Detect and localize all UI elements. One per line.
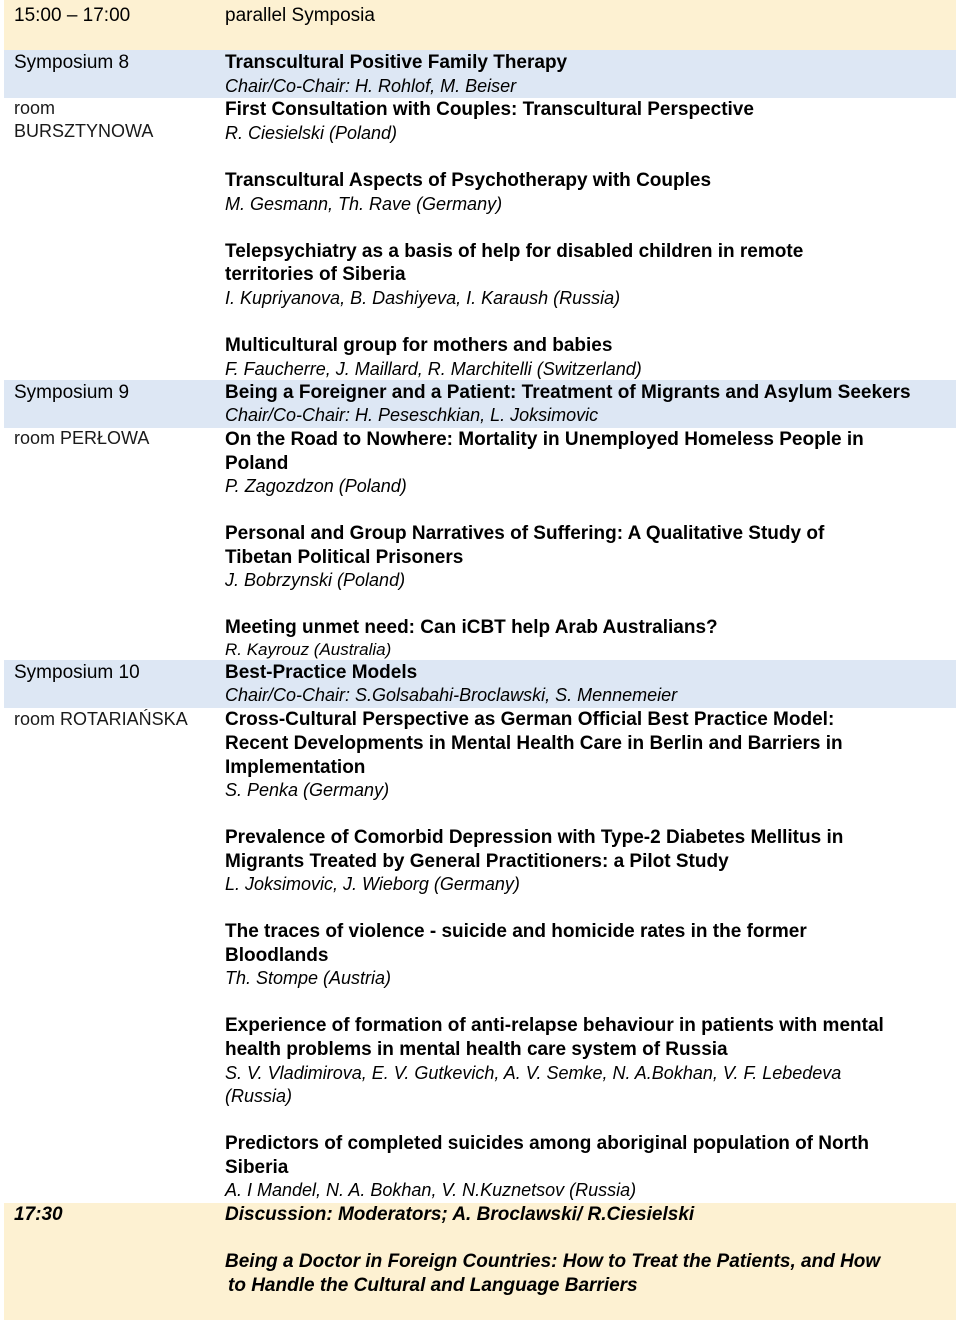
closing-lecture-title: to Handle the Cultural and Language Barriers	[228, 1275, 638, 1296]
talk-title: Telepsychiatry as a basis of help for disabled children in remote	[225, 241, 804, 262]
header-band	[4, 0, 956, 50]
closing-discussion: Discussion: Moderators; A. Broclawski/ R.Ciesielski	[225, 1204, 695, 1225]
symposium8-title: Transcultural Positive Family Therapy	[225, 52, 568, 73]
symposium8-room-line1: room	[14, 98, 56, 118]
talk-title: health problems in mental health care system of Russia	[225, 1039, 728, 1060]
talk-authors: S. V. Vladimirova, E. V. Gutkevich, A. V. Semke, N. A.Bokhan, V. F. Lebedeva	[225, 1063, 842, 1083]
symposium9-label: Symposium 9	[14, 382, 130, 403]
talk-title: Bloodlands	[225, 945, 329, 966]
symposium9-title: Being a Foreigner and a Patient: Treatment of Migrants and Asylum Seekers	[225, 382, 911, 403]
talk-authors: A. I Mandel, N. A. Bokhan, V. N.Kuznetsov (Russia)	[225, 1180, 637, 1200]
symposium9-chair: Chair/Co-Chair: H. Peseschkian, L. Joksimovic	[225, 405, 599, 425]
talk-authors: J. Bobrzynski (Poland)	[225, 570, 406, 590]
talk-authors: I. Kupriyanova, B. Dashiyeva, I. Karaush (Russia)	[225, 288, 621, 308]
talk-title: Migrants Treated by General Practitioners: a Pilot Study	[225, 851, 729, 872]
header-time: 15:00 – 17:00	[14, 5, 131, 26]
talk-title: Transcultural Aspects of Psychotherapy with Couples	[225, 170, 712, 191]
talk-authors: P. Zagozdzon (Poland)	[225, 476, 407, 496]
symposium9-room: room PERŁOWA	[14, 428, 150, 448]
symposium10-room: room ROTARIAŃSKA	[14, 709, 188, 729]
talk-title: Meeting unmet need: Can iCBT help Arab Australians?	[225, 617, 718, 638]
talk-title: Experience of formation of anti-relapse behaviour in patients with mental	[225, 1015, 884, 1036]
talk-title: Predictors of completed suicides among aboriginal population of North	[225, 1133, 869, 1154]
symposium10-title: Best-Practice Models	[225, 662, 418, 683]
talk-title: Multicultural group for mothers and babies	[225, 335, 613, 356]
talk-title: On the Road to Nowhere: Mortality in Unemployed Homeless People in	[225, 429, 864, 450]
talk-authors: R. Ciesielski (Poland)	[225, 123, 398, 143]
talk-title: Personal and Group Narratives of Suffering: A Qualitative Study of	[225, 523, 825, 544]
talk-title: Poland	[225, 453, 289, 474]
symposium8-chair: Chair/Co-Chair: H. Rohlof, M. Beiser	[225, 76, 517, 96]
talk-title: First Consultation with Couples: Transcultural Perspective	[225, 99, 754, 120]
talk-authors: F. Faucherre, J. Maillard, R. Marchitelli (Switzerland)	[225, 359, 642, 379]
talk-title: territories of Siberia	[225, 264, 406, 285]
talk-authors: M. Gesmann, Th. Rave (Germany)	[225, 194, 503, 214]
talk-title: Recent Developments in Mental Health Care in Berlin and Barriers in	[225, 733, 843, 754]
talk-authors: (Russia)	[225, 1086, 293, 1106]
symposium8-label: Symposium 8	[14, 52, 130, 73]
talk-title: Siberia	[225, 1157, 289, 1178]
talk-title: Implementation	[225, 757, 366, 778]
talk-authors: R. Kayrouz (Australia)	[225, 640, 392, 659]
closing-time: 17:30	[14, 1204, 63, 1225]
header-title: parallel Symposia	[225, 5, 375, 26]
talk-title: Cross-Cultural Perspective as German Official Best Practice Model:	[225, 709, 835, 730]
talk-authors: L. Joksimovic, J. Wieborg (Germany)	[225, 874, 520, 894]
closing-lecture-title: Being a Doctor in Foreign Countries: How to Treat the Patients, and How	[225, 1251, 881, 1272]
talk-title: The traces of violence - suicide and homicide rates in the former	[225, 921, 807, 942]
symposium10-label: Symposium 10	[14, 662, 140, 683]
talk-title: Prevalence of Comorbid Depression with Type-2 Diabetes Mellitus in	[225, 827, 844, 848]
talk-authors: S. Penka (Germany)	[225, 780, 390, 800]
talk-authors: Th. Stompe (Austria)	[225, 968, 392, 988]
symposium10-chair: Chair/Co-Chair: S.Golsabahi-Broclawski, S. Mennemeier	[225, 685, 678, 705]
symposium8-room-line2: BURSZTYNOWA	[14, 121, 154, 141]
talk-title: Tibetan Political Prisoners	[225, 547, 464, 568]
